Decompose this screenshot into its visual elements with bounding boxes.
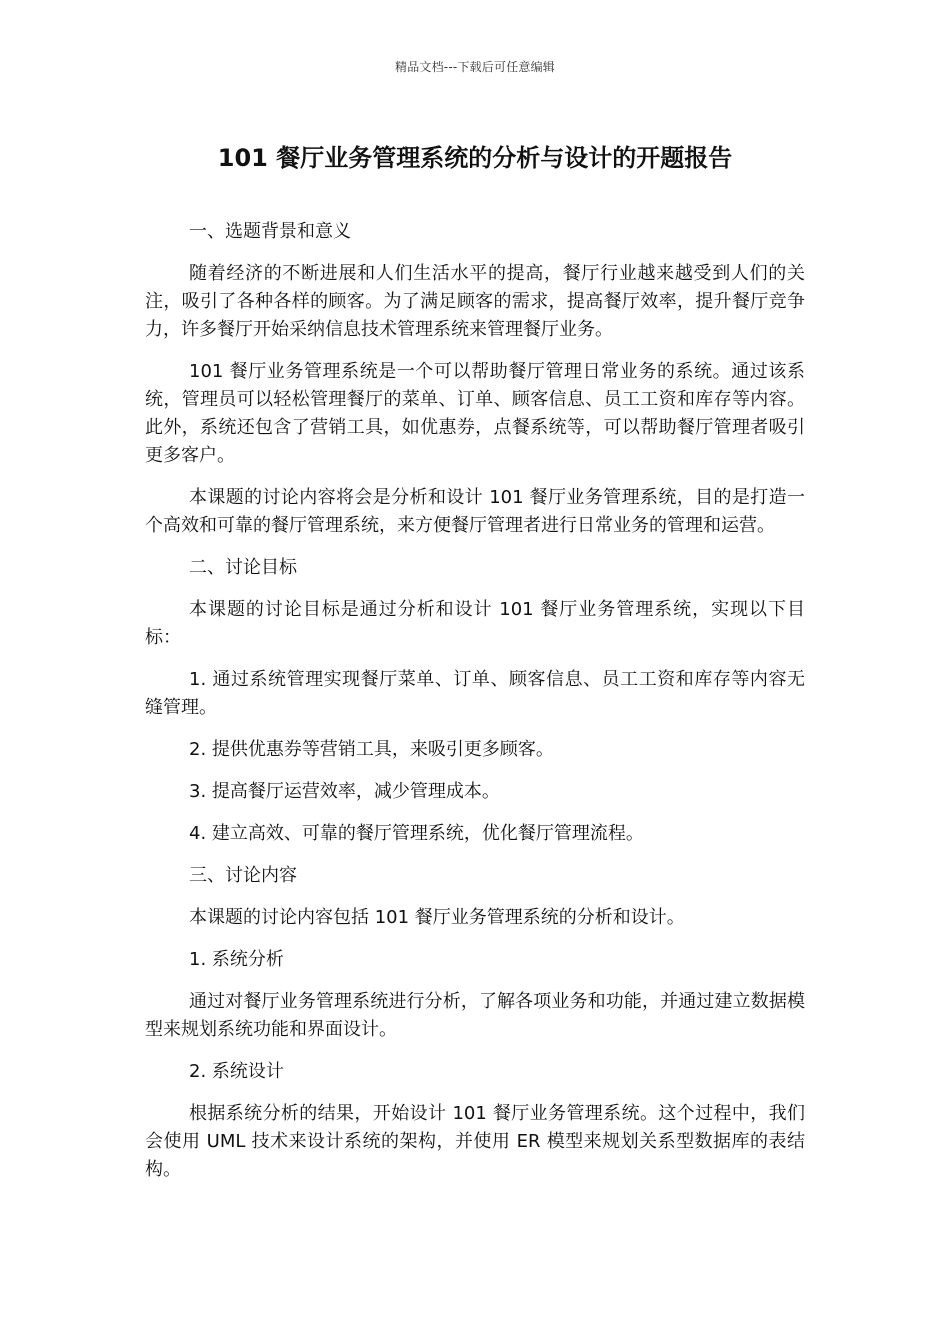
section-1-paragraph-3: 本课题的讨论内容将会是分析和设计 101 餐厅业务管理系统，目的是打造一个高效和可靠的餐厅管理系统，来方便餐厅管理者进行日常业务的管理和运营。 (145, 487, 805, 536)
document-body (145, 218, 805, 1198)
section-1-heading: 一、选题背景和意义 (189, 221, 351, 242)
section-1-paragraph-1: 随着经济的不断进展和人们生活水平的提高，餐厅行业越来越受到人们的关注，吸引了各种各样的顾客。为了满足顾客的需求，提高餐厅效率，提升餐厅竞争力，许多餐厅开始采纳信息技术管理系统来管理餐厅业务。 (145, 263, 805, 340)
section-3-subheading-2: 2. 系统设计 (189, 1061, 284, 1082)
section-2-goal-1: 1. 通过系统管理实现餐厅菜单、订单、顾客信息、员工工资和库存等内容无缝管理。 (145, 669, 805, 718)
section-2-goal-2: 2. 提供优惠券等营销工具，来吸引更多顾客。 (189, 739, 554, 760)
section-2-goal-4: 4. 建立高效、可靠的餐厅管理系统，优化餐厅管理流程。 (189, 823, 644, 844)
section-3-subparagraph-2: 根据系统分析的结果，开始设计 101 餐厅业务管理系统。这个过程中，我们会使用 UML 技术来设计系统的架构，并使用 ER 模型来规划关系型数据库的表结构。 (145, 1103, 805, 1180)
section-3-heading: 三、讨论内容 (189, 865, 297, 886)
document-title: 101 餐厅业务管理系统的分析与设计的开题报告 (217, 144, 733, 172)
section-2-heading: 二、讨论目标 (189, 557, 297, 578)
section-3-subparagraph-1: 通过对餐厅业务管理系统进行分析，了解各项业务和功能，并通过建立数据模型来规划系统功能和界面设计。 (145, 991, 805, 1040)
section-2-paragraph-1: 本课题的讨论目标是通过分析和设计 101 餐厅业务管理系统，实现以下目标： (145, 599, 805, 648)
section-2-goal-3: 3. 提高餐厅运营效率，减少管理成本。 (189, 781, 500, 802)
header-note: 精品文档---下载后可任意编辑 (395, 60, 555, 74)
section-3-paragraph-1: 本课题的讨论内容包括 101 餐厅业务管理系统的分析和设计。 (189, 907, 685, 928)
section-3-subheading-1: 1. 系统分析 (189, 949, 284, 970)
section-1-paragraph-2: 101 餐厅业务管理系统是一个可以帮助餐厅管理日常业务的系统。通过该系统，管理员可以轻松管理餐厅的菜单、订单、顾客信息、员工工资和库存等内容。此外，系统还包含了营销工具，如优惠券，点餐系统等，可以帮助餐厅管理者吸引更多客户。 (145, 361, 805, 466)
